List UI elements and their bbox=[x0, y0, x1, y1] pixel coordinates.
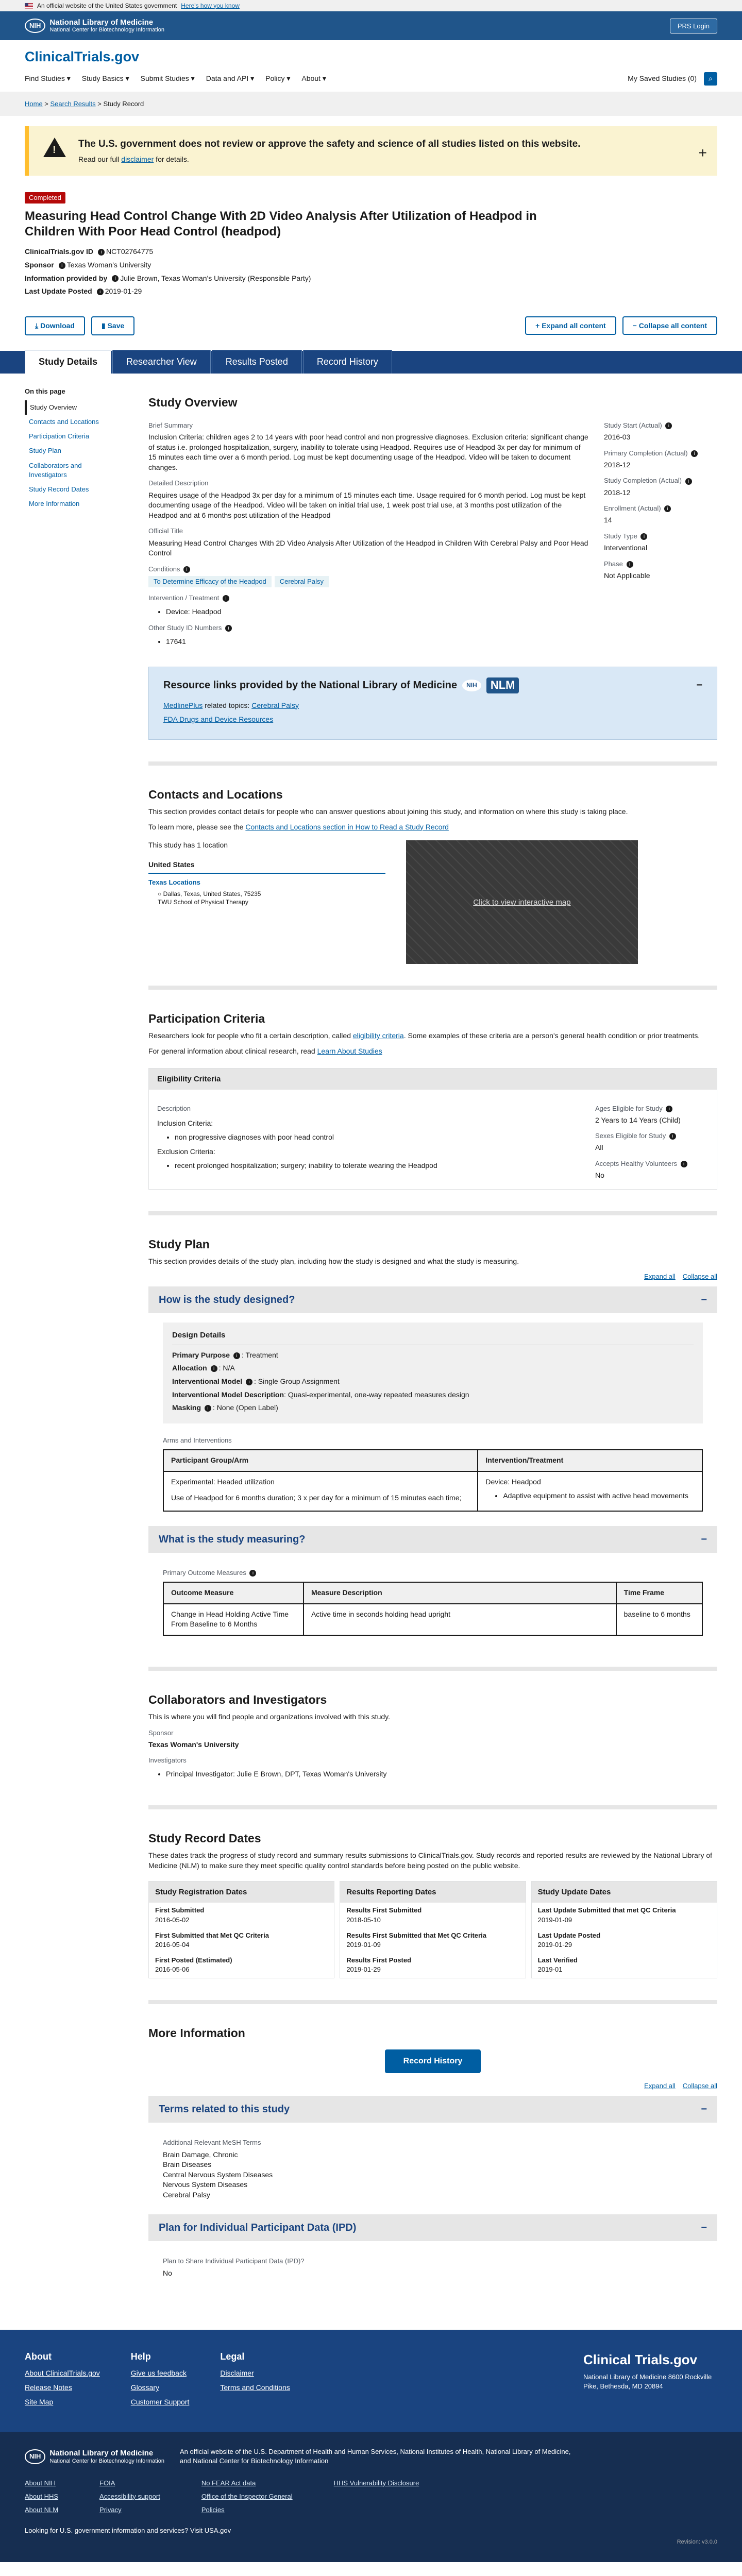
footer-link[interactable]: Policies bbox=[201, 2505, 225, 2514]
info-icon: i bbox=[223, 595, 229, 602]
info-icon: i bbox=[59, 262, 65, 269]
footer-link[interactable]: HHS Vulnerability Disclosure bbox=[333, 2479, 419, 2487]
terms-accordion bbox=[148, 2096, 717, 2209]
more-title: More Information bbox=[148, 2026, 245, 2040]
fact-value: Interventional bbox=[604, 544, 648, 552]
location-map[interactable] bbox=[406, 840, 638, 964]
official-title-label: Official Title bbox=[148, 527, 183, 535]
collab-title: Collaborators and Investigators bbox=[148, 1692, 327, 1706]
fact-label: Phase i bbox=[604, 560, 717, 569]
detailed-description-label: Detailed Description bbox=[148, 479, 209, 487]
footer-link[interactable]: No FEAR Act data bbox=[201, 2479, 256, 2487]
plan-collapse-all[interactable]: Collapse all bbox=[682, 1272, 717, 1280]
info-icon: i bbox=[205, 1405, 211, 1412]
table-row bbox=[163, 1471, 702, 1511]
more-expand-all[interactable]: Expand all bbox=[644, 2082, 676, 2090]
healthy-value: No bbox=[595, 1171, 604, 1180]
measure-accordion-header[interactable]: What is the study measuring? − bbox=[148, 1526, 717, 1553]
study-overview-section bbox=[148, 374, 717, 766]
footer-link[interactable]: Customer Support bbox=[130, 2397, 190, 2406]
collapse-minus-icon: − bbox=[701, 2104, 707, 2115]
arm-name: Experimental: Headed utilization bbox=[171, 1477, 275, 1486]
table-header: Time Frame bbox=[616, 1582, 702, 1604]
footer-nlm-logo[interactable]: NIH National Library of Medicine National Center for Biotechnology Information bbox=[25, 2449, 164, 2464]
detailed-description: Requires usage of the Headpod 3x per day for a minimum of 15 minutes each time. Usage required for 6 month period. Log must be kept documenting usage of the Headpod. Video will be taken on initial trial use, 1 week post trial use, at 3 months post utilization of the Headpod and at 6 months post utilization of the Headpod bbox=[148, 490, 586, 519]
sex-value: All bbox=[595, 1143, 603, 1152]
nih-logo-icon: NIH bbox=[462, 680, 481, 691]
location-count: This study has 1 location bbox=[148, 841, 228, 850]
mesh-label: Additional Relevant MeSH Terms bbox=[163, 2139, 261, 2147]
footer-about-title: About bbox=[25, 2351, 52, 2362]
sidebar-item-contacts[interactable]: Contacts and Locations bbox=[29, 418, 99, 426]
footer-link[interactable]: Give us feedback bbox=[130, 2369, 187, 2378]
ipd-answer: No bbox=[163, 2268, 172, 2277]
info-icon: i bbox=[669, 1133, 676, 1140]
ages-value: 2 Years to 14 Years (Child) bbox=[595, 1115, 681, 1124]
nav-about[interactable]: About ▾ bbox=[301, 74, 326, 82]
condition-tag[interactable]: To Determine Efficacy of the Headpod bbox=[148, 576, 272, 587]
footer-link[interactable]: About NIH bbox=[25, 2479, 56, 2487]
sidebar-title: On this page bbox=[25, 387, 65, 395]
exclusion-label: Exclusion Criteria: bbox=[157, 1147, 215, 1156]
download-button[interactable]: ⤓ Download bbox=[25, 316, 85, 335]
study-header bbox=[0, 186, 742, 306]
design-accordion bbox=[148, 1286, 717, 1521]
table-header: Measure Description bbox=[303, 1582, 616, 1604]
conditions-label: Conditions i bbox=[148, 565, 588, 574]
info-icon: i bbox=[183, 566, 190, 573]
tab-researcher-view[interactable]: Researcher View bbox=[112, 350, 211, 374]
arm-intervention-item: • Adaptive equipment to assist with active head movements bbox=[503, 1491, 695, 1501]
contacts-title: Contacts and Locations bbox=[148, 787, 283, 801]
nih-logo-icon: NIH bbox=[25, 19, 45, 33]
footer-link[interactable]: About ClinicalTrials.gov bbox=[25, 2369, 100, 2378]
fda-resources-link[interactable]: FDA Drugs and Device Resources bbox=[163, 715, 274, 724]
footer-link[interactable]: Release Notes bbox=[25, 2383, 72, 2392]
design-row: Interventional Model i : Single Group Assignment bbox=[172, 1377, 340, 1385]
investigator-item: • Principal Investigator: Julie E Brown, DPT, Texas Woman's University bbox=[166, 1769, 717, 1780]
info-icon: i bbox=[246, 1379, 252, 1385]
tab-results-posted[interactable]: Results Posted bbox=[212, 350, 302, 374]
breadcrumb: Home > Search Results > Study Record bbox=[0, 92, 742, 116]
fact-value: 2018-12 bbox=[604, 460, 631, 469]
arm-description: Use of Headpod for 6 months duration; 3 x per day for a minimum of 15 minutes each time; bbox=[171, 1494, 462, 1502]
page-title: Measuring Head Control Change With 2D Video Analysis After Utilization of Headpod in Children With Poor Head Control (headpod) bbox=[25, 209, 537, 239]
fact-label: Study Start (Actual) i bbox=[604, 421, 717, 430]
mesh-term: Central Nervous System Diseases bbox=[163, 2170, 273, 2179]
intervention-item: • Device: Headpod bbox=[166, 607, 588, 617]
nav-policy[interactable]: Policy ▾ bbox=[265, 74, 291, 82]
footer-official-text: An official website of the U.S. Department of Health and Human Services, National Institutes of Health, National Library of Medicine, and National Center for Biotechnology Information bbox=[179, 2448, 571, 2465]
ages-label: Ages Eligible for Study i bbox=[595, 1104, 709, 1113]
design-row: Primary Purpose i : Treatment bbox=[172, 1350, 278, 1359]
nlm-resource-box: Resource links provided by the National Library of Medicine NIH NLM − MedlinePlus related topics: Cerebral Palsy FDA Drugs and Device Resources bbox=[148, 667, 717, 740]
fact-value: 2018-12 bbox=[604, 488, 631, 497]
fact-label: Primary Completion (Actual) i bbox=[604, 449, 717, 458]
inclusion-item: • non progressive diagnoses with poor head control bbox=[175, 1132, 580, 1143]
on-this-page-nav bbox=[25, 374, 117, 2310]
info-icon: i bbox=[681, 1161, 687, 1167]
exclusion-item: • recent prolonged hospitalization; surgery; inability to tolerate wearing the Headpod bbox=[175, 1161, 580, 1171]
breadcrumb-search-results[interactable]: Search Results bbox=[50, 99, 96, 108]
terms-accordion-header[interactable]: Terms related to this study − bbox=[148, 2096, 717, 2123]
dates-column: Results Reporting Dates Results First Submitted 2018-05-10 Results First Submitted that Met QC Criteria 2019-01-09 Results First Posted 2019-01-29 bbox=[340, 1881, 526, 1978]
info-icon: i bbox=[627, 561, 633, 568]
arms-table bbox=[163, 1449, 703, 1512]
measure-accordion bbox=[148, 1526, 717, 1645]
footer-link[interactable]: Accessibility support bbox=[99, 2492, 160, 2500]
design-row: Allocation i : N/A bbox=[172, 1364, 235, 1372]
usa-gov-text: Looking for U.S. government information and services? Visit USA.gov bbox=[25, 2527, 231, 2535]
nlm-sub: National Center for Biotechnology Information bbox=[49, 27, 164, 33]
dates-desc: These dates track the progress of study record and summary results submissions to ClinicalTrials.gov. Study records and reported results are reviewed by the National Library of Medicine (NLM) to make sure they meet specific quality control standards before being posted on the public website. bbox=[148, 1851, 713, 1870]
status-badge: Completed bbox=[25, 192, 65, 204]
saved-studies-link[interactable]: My Saved Studies (0) bbox=[628, 74, 697, 82]
eligibility-box bbox=[148, 1068, 717, 1190]
nlm-name: National Library of Medicine bbox=[49, 18, 154, 27]
footer-link[interactable]: Site Map bbox=[25, 2397, 54, 2406]
arms-label: Arms and Interventions bbox=[163, 1436, 232, 1444]
design-row: Interventional Model Description: Quasi-experimental, one-way repeated measures design bbox=[172, 1390, 469, 1399]
alert-text: Read our full disclaimer for details. bbox=[78, 155, 189, 163]
eligibility-criteria-link[interactable]: eligibility criteria bbox=[352, 1031, 404, 1040]
fact-value: Not Applicable bbox=[604, 571, 650, 580]
sidebar-item-plan[interactable]: Study Plan bbox=[29, 447, 61, 455]
more-info-section bbox=[148, 2004, 717, 2310]
sidebar-item-overview[interactable]: Study Overview bbox=[25, 400, 117, 415]
how-to-read-link[interactable]: Contacts and Locations section in How to Read a Study Record bbox=[245, 822, 449, 831]
footer-link[interactable]: About NLM bbox=[25, 2505, 59, 2514]
footer-link[interactable]: Office of the Inspector General bbox=[201, 2492, 293, 2500]
table-cell: Change in Head Holding Active Time From Baseline to 6 Months bbox=[163, 1604, 303, 1635]
design-details-title: Design Details bbox=[172, 1330, 694, 1345]
footer-link[interactable]: Terms and Conditions bbox=[220, 2383, 290, 2392]
nih-logo-icon: NIH bbox=[25, 2449, 45, 2464]
sex-label: Sexes Eligible for Study i bbox=[595, 1131, 709, 1141]
location-facility: ○ Dallas, Texas, United States, 75235 TWU School of Physical Therapy bbox=[158, 890, 261, 906]
official-title: Measuring Head Control Changes With 2D Video Analysis After Utilization of the Headpod in Children With Cerebral Palsy and Poor Head Control bbox=[148, 538, 588, 557]
view-map-link[interactable]: Click to view interactive map bbox=[473, 897, 571, 907]
study-info-provider: Information provided by i Julie Brown, Texas Woman's University (Responsible Party) bbox=[25, 274, 311, 282]
dates-column: Study Registration Dates First Submitted 2016-05-02 First Submitted that Met QC Criteria 2016-05-04 First Posted (Estimated) 2016-05-06 bbox=[148, 1881, 334, 1978]
overview-facts bbox=[604, 415, 717, 651]
collapse-minus-icon[interactable]: − bbox=[696, 680, 702, 691]
brief-summary: Inclusion Criteria: children ages 2 to 14 years with poor head control and non progressive diagnoses. Exclusion criteria: significant change of status i.e. prolonged hospitalization, surgery, inability to tolerate using Headpod. Requires use of Headpod 3x per day for minimum of 15 minutes each time over a 6 month period. Log must be kept documenting usage of the Headpod. Video will be taken to document changes. bbox=[148, 433, 588, 471]
info-icon: i bbox=[664, 505, 671, 512]
main-nav bbox=[25, 67, 717, 92]
info-icon: i bbox=[691, 450, 698, 457]
info-icon: i bbox=[112, 275, 119, 282]
warning-icon: ! bbox=[43, 138, 66, 157]
mesh-term: Cerebral Palsy bbox=[163, 2190, 210, 2199]
action-bar bbox=[0, 306, 742, 346]
version-text: Revision: v3.0.0 bbox=[677, 2539, 717, 2546]
collapse-minus-icon: − bbox=[701, 1533, 707, 1545]
plan-section bbox=[148, 1215, 717, 1671]
other-id: • 17641 bbox=[166, 637, 588, 647]
healthy-label: Accepts Healthy Volunteers i bbox=[595, 1159, 709, 1168]
fact-label: Study Completion (Actual) i bbox=[604, 476, 717, 485]
design-accordion-header[interactable]: How is the study designed? − bbox=[148, 1286, 717, 1313]
location-country: United States bbox=[148, 857, 385, 874]
dates-column-title: Study Registration Dates bbox=[149, 1882, 334, 1903]
description-label: Description bbox=[157, 1104, 191, 1112]
study-last-update: Last Update Posted i 2019-01-29 bbox=[25, 287, 142, 296]
nav-submit-studies[interactable]: Submit Studies ▾ bbox=[140, 74, 195, 82]
ipd-accordion bbox=[148, 2214, 717, 2287]
more-collapse-all[interactable]: Collapse all bbox=[682, 2082, 717, 2090]
plan-title: Study Plan bbox=[148, 1237, 210, 1251]
plan-desc: This section provides details of the study plan, including how the study is designed and what the study is measuring. bbox=[148, 1257, 519, 1266]
collapse-minus-icon: − bbox=[701, 2222, 707, 2234]
nav-study-basics[interactable]: Study Basics ▾ bbox=[81, 74, 129, 82]
site-logo[interactable]: ClinicalTrials.gov bbox=[25, 49, 140, 64]
table-header: Outcome Measure bbox=[163, 1582, 303, 1604]
sidebar-item-criteria[interactable]: Participation Criteria bbox=[29, 432, 90, 440]
nav-find-studies[interactable]: Find Studies ▾ bbox=[25, 74, 71, 82]
footer-help-title: Help bbox=[130, 2351, 151, 2362]
fact-label: Enrollment (Actual) i bbox=[604, 504, 717, 513]
resource-title: Resource links provided by the National Library of Medicine bbox=[163, 680, 458, 691]
expand-plus-icon[interactable]: + bbox=[698, 144, 707, 161]
breadcrumb-current: Study Record bbox=[103, 99, 144, 108]
criteria-section: Participation Criteria Researchers look for people who fit a certain description, called eligibility criteria. Some examples of these criteria are a person's general health condition or prior treatments. For general information about clinical research, read Learn About Studies Eligibility Criteria Description Inclusion Criteria: • non progressive diagnoses with poor head control Exclusion Criteria: • recent prolonged hospitalization; surgery; inability to tolerate wearing the Headpod Ages Eligible for Study i 2 Years to 14 Years (Child) Sexes Eligible for Study i All Accepts Healthy Volunteers i No bbox=[148, 990, 717, 1215]
sidebar-item-collaborators[interactable]: Collaborators and Investigators bbox=[29, 461, 82, 479]
bookmark-icon: ▮ bbox=[101, 321, 106, 330]
info-icon: i bbox=[97, 289, 104, 295]
save-button[interactable]: ▮ Save bbox=[91, 316, 134, 335]
prs-login-button[interactable]: PRS Login bbox=[670, 19, 717, 33]
nlm-logo: NLM bbox=[486, 677, 519, 693]
breadcrumb-home[interactable]: Home bbox=[25, 99, 43, 108]
site-footer bbox=[0, 2330, 742, 2432]
design-row: Masking i : None (Open Label) bbox=[172, 1403, 278, 1412]
dates-column-title: Results Reporting Dates bbox=[340, 1882, 525, 1903]
sponsor-value: Texas Woman's University bbox=[148, 1740, 239, 1749]
eligibility-header: Eligibility Criteria bbox=[149, 1069, 717, 1090]
info-icon: i bbox=[665, 422, 672, 429]
fact-label: Study Type i bbox=[604, 532, 717, 541]
table-cell: baseline to 6 months bbox=[616, 1604, 702, 1635]
arm-intervention: Device: Headpod bbox=[485, 1477, 541, 1486]
mesh-term: Brain Damage, Chronic bbox=[163, 2150, 238, 2159]
search-icon[interactable]: ⌕ bbox=[704, 72, 717, 86]
study-id: ClinicalTrials.gov ID i NCT02764775 bbox=[25, 247, 154, 256]
cerebral-palsy-link[interactable]: Cerebral Palsy bbox=[251, 701, 299, 709]
info-icon: i bbox=[640, 533, 647, 540]
ipd-accordion-header[interactable]: Plan for Individual Participant Data (IPD) − bbox=[148, 2214, 717, 2241]
info-icon: i bbox=[233, 1352, 240, 1359]
other-id-label: Other Study ID Numbers i bbox=[148, 623, 588, 633]
outcome-table bbox=[163, 1582, 703, 1636]
table-cell: Active time in seconds holding head upright bbox=[303, 1604, 616, 1635]
mesh-term: Brain Diseases bbox=[163, 2160, 212, 2169]
footer-logo: Clinical Trials.gov National Library of Medicine 8600 Rockville Pike, Bethesda, MD 20894 bbox=[583, 2352, 712, 2390]
learn-about-studies-link[interactable]: Learn About Studies bbox=[317, 1046, 382, 1055]
contacts-desc: This section provides contact details for people who can answer questions about joining this study, and information on where this study is taking place. bbox=[148, 807, 628, 816]
brief-summary-label: Brief Summary bbox=[148, 421, 193, 429]
info-icon: i bbox=[225, 625, 232, 632]
info-icon: i bbox=[98, 249, 105, 256]
dates-column: Study Update Dates Last Update Submitted that met QC Criteria 2019-01-09 Last Update Posted 2019-01-29 Last Verified 2019-01 bbox=[531, 1881, 717, 1978]
contacts-section: Contacts and Locations This section provides contact details for people who can answer questions about joining this study, and information on where this study is taking place. To learn more, please see the Contacts and Locations section in How to Read a Study Record This study has 1 location United States Texas Locations ○ Dallas, Texas, United States, 75235 TWU School of Physical Therapy Click to view interactive map bbox=[148, 766, 717, 990]
nlm-header bbox=[0, 11, 742, 40]
investigators-label: Investigators bbox=[148, 1756, 187, 1765]
dates-section bbox=[148, 1809, 717, 2004]
tab-record-history[interactable]: Record History bbox=[303, 350, 392, 374]
disclaimer-link[interactable]: disclaimer bbox=[121, 155, 154, 163]
info-icon: i bbox=[666, 1106, 672, 1112]
fact-value: 2016-03 bbox=[604, 433, 631, 442]
alert-title: The U.S. government does not review or approve the safety and science of all studies listed on this website. bbox=[78, 138, 581, 149]
table-header: Intervention/Treatment bbox=[478, 1450, 702, 1471]
overview-title: Study Overview bbox=[148, 395, 238, 409]
gov-banner bbox=[0, 0, 742, 11]
medlineplus-link[interactable]: MedlinePlus bbox=[163, 701, 203, 709]
gov-banner-link[interactable]: Here's how you know bbox=[181, 2, 240, 9]
plan-expand-all[interactable]: Expand all bbox=[644, 1272, 676, 1280]
footer-link[interactable]: Glossary bbox=[130, 2383, 159, 2392]
dates-column-title: Study Update Dates bbox=[532, 1882, 717, 1903]
expand-all-button[interactable]: + Expand all content bbox=[525, 316, 616, 335]
mesh-term: Nervous System Diseases bbox=[163, 2180, 248, 2189]
info-icon: i bbox=[211, 1365, 217, 1372]
collab-desc: This is where you will find people and organizations involved with this study. bbox=[148, 1712, 390, 1721]
download-icon: ⤓ bbox=[35, 321, 39, 330]
record-history-button[interactable]: Record History bbox=[385, 2049, 481, 2073]
info-icon: i bbox=[685, 478, 692, 485]
info-icon: i bbox=[249, 1570, 256, 1577]
site-header bbox=[0, 40, 742, 92]
footer-link[interactable]: Privacy bbox=[99, 2505, 122, 2514]
footer-link[interactable]: FOIA bbox=[99, 2479, 115, 2487]
us-flag-icon bbox=[25, 3, 33, 9]
sponsor-label: Sponsor bbox=[148, 1728, 174, 1737]
collapse-minus-icon: − bbox=[701, 1294, 707, 1306]
footer-link[interactable]: Disclaimer bbox=[220, 2369, 254, 2378]
table-header: Participant Group/Arm bbox=[163, 1450, 478, 1471]
intervention-label: Intervention / Treatment i bbox=[148, 594, 588, 603]
nlm-logo[interactable] bbox=[25, 19, 164, 33]
gov-banner-text: An official website of the United States government bbox=[37, 2, 177, 9]
design-details bbox=[163, 1323, 703, 1423]
nlm-footer bbox=[0, 2432, 742, 2562]
dates-title: Study Record Dates bbox=[148, 1832, 261, 1845]
ipd-question: Plan to Share Individual Participant Data (IPD)? bbox=[163, 2257, 305, 2265]
footer-legal-title: Legal bbox=[220, 2351, 245, 2362]
disclaimer-alert bbox=[25, 126, 717, 176]
study-tabs bbox=[0, 351, 742, 374]
sidebar-item-dates[interactable]: Study Record Dates bbox=[29, 485, 89, 494]
inclusion-label: Inclusion Criteria: bbox=[157, 1118, 213, 1127]
location-state[interactable]: Texas Locations bbox=[148, 878, 200, 887]
table-row bbox=[163, 1604, 702, 1635]
primary-outcome-label: Primary Outcome Measures i bbox=[163, 1568, 703, 1578]
sidebar-item-more[interactable]: More Information bbox=[29, 500, 80, 508]
collaborators-section bbox=[148, 1671, 717, 1809]
fact-value: 14 bbox=[604, 516, 612, 524]
tab-study-details[interactable]: Study Details bbox=[25, 350, 111, 374]
criteria-title: Participation Criteria bbox=[148, 1012, 265, 1026]
nav-data-api[interactable]: Data and API ▾ bbox=[206, 74, 255, 82]
footer-link[interactable]: About HHS bbox=[25, 2492, 59, 2500]
condition-tag[interactable]: Cerebral Palsy bbox=[275, 576, 329, 587]
collapse-all-button[interactable]: − Collapse all content bbox=[622, 316, 717, 335]
study-sponsor: Sponsor i Texas Woman's University bbox=[25, 260, 151, 269]
